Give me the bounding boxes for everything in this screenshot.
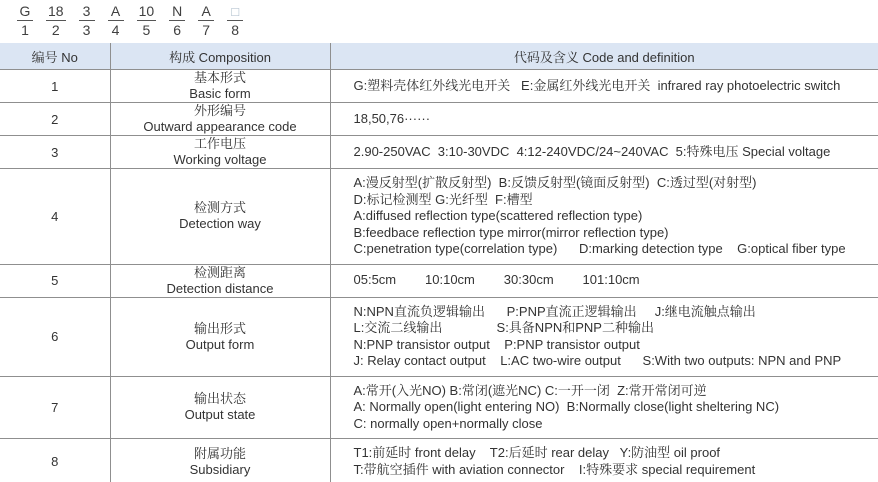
definition-line: C:penetration type(correlation type) D:marking detection type G:optical fiber type <box>353 241 846 256</box>
model-code-position: 8 <box>231 22 240 38</box>
definition-line: 2.90-250VAC 3:10-30VDC 4:12-240VDC/24~240VAC 5:特殊电压 Special voltage <box>353 143 831 159</box>
table-header-row <box>0 43 878 70</box>
composition-cn: 基本形式 <box>193 70 246 85</box>
definition-line: 05:5cm 10:10cm 30:30cm 101:10cm <box>353 272 640 288</box>
row-number: 1 <box>0 70 110 103</box>
model-code-char: 10 <box>138 3 155 19</box>
definition-line: G:塑料壳体红外线光电开关 E:金属红外线光电开关 infrared ray photoelectric switch <box>353 77 841 93</box>
table-row <box>0 439 878 482</box>
model-code-segment <box>198 4 214 38</box>
table-row <box>0 169 878 265</box>
composition-cell <box>110 439 330 482</box>
composition-en: Detection way <box>179 216 261 232</box>
composition-en: Working voltage <box>173 152 267 167</box>
table-row <box>0 103 878 136</box>
definition-line: A:漫反射型(扩散反射型) B:反馈反射型(镜面反射型) C:透过型(对射型) <box>353 175 757 190</box>
definition-cell <box>330 70 878 103</box>
composition-cn: 外形编号 <box>193 103 246 118</box>
composition-cell <box>110 169 330 265</box>
model-code-position: 6 <box>173 22 182 38</box>
model-code-char: 18 <box>48 3 64 19</box>
composition-cell <box>110 103 330 136</box>
composition-en: Outward appearance code <box>143 119 297 134</box>
row-number: 7 <box>0 376 110 439</box>
definition-line: D:标记检测型 G:光纤型 F:槽型 <box>353 191 533 207</box>
model-code-segment <box>169 4 185 38</box>
table-row <box>0 297 878 376</box>
composition-cn: 附属功能 <box>193 445 246 461</box>
definition-line: 18,50,76······ <box>353 110 431 126</box>
model-code-segment <box>108 4 124 38</box>
definition-line: N:PNP transistor output P:PNP transistor output <box>353 336 640 352</box>
code-definition-table <box>0 43 878 482</box>
model-code-char: G <box>17 4 33 21</box>
row-number: 4 <box>0 169 110 265</box>
definition-line: B:feedbace reflection type mirror(mirror reflection type) <box>353 224 669 240</box>
model-code-position: 4 <box>111 22 120 38</box>
composition-cn: 输出状态 <box>193 391 246 407</box>
definition-cell <box>330 103 878 136</box>
composition-en: Subsidiary <box>189 461 251 477</box>
composition-cell <box>110 70 330 103</box>
definition-line: T1:前延时 front delay T2:后延时 rear delay Y:防油型 oil proof <box>353 445 721 460</box>
definition-cell <box>330 376 878 439</box>
definition-line: T:带航空插件 with aviation connector I:特殊要求 special requirement <box>353 461 756 477</box>
model-code <box>0 0 878 43</box>
definition-line: C: normally open+normally close <box>353 415 543 431</box>
definition-line: N:NPN直流负逻辑输出 P:PNP直流正逻辑输出 J:继电流触点输出 <box>353 303 756 319</box>
composition-cell <box>110 264 330 297</box>
col-header-composition: 构成 Composition <box>110 43 330 70</box>
composition-en: Basic form <box>189 86 251 101</box>
model-code-placeholder-square: □ <box>227 4 243 21</box>
definition-cell <box>330 136 878 169</box>
row-number: 6 <box>0 297 110 376</box>
row-number: 2 <box>0 103 110 136</box>
model-code-char: 3 <box>79 4 95 21</box>
model-code-char: N <box>169 4 185 21</box>
composition-en: Output form <box>185 336 255 352</box>
table-row <box>0 136 878 169</box>
model-code-segment <box>79 4 95 38</box>
model-code-position: 7 <box>202 22 211 38</box>
row-number: 5 <box>0 264 110 297</box>
model-code-segment <box>46 4 66 38</box>
composition-cn: 检测方式 <box>193 200 246 216</box>
model-code-segment <box>17 4 33 38</box>
model-code-segment <box>137 4 157 38</box>
row-number: 3 <box>0 136 110 169</box>
model-code-char: A <box>108 4 124 21</box>
table-row <box>0 70 878 103</box>
composition-cell <box>110 136 330 169</box>
table-row <box>0 376 878 439</box>
definition-line: A: Normally open(light entering NO) B:Normally close(light sheltering NC) <box>353 399 780 414</box>
definition-cell <box>330 264 878 297</box>
definition-line: A:diffused reflection type(scattered reflection type) <box>353 208 643 223</box>
composition-cn: 工作电压 <box>193 136 246 151</box>
definition-cell <box>330 169 878 265</box>
definition-line: J: Relay contact output L:AC two-wire output S:With two outputs: NPN and PNP <box>353 353 842 368</box>
definition-cell <box>330 297 878 376</box>
composition-cn: 检测距离 <box>193 264 246 280</box>
definition-cell <box>330 439 878 482</box>
col-header-definition: 代码及含义 Code and definition <box>330 43 878 70</box>
composition-cn: 输出形式 <box>193 320 246 336</box>
model-code-segment <box>227 4 243 38</box>
model-code-position: 1 <box>21 22 29 38</box>
definition-line: L:交流二线输出 S:具备NPN和PNP二种输出 <box>353 320 654 335</box>
model-code-position: 3 <box>82 22 91 38</box>
composition-en: Output state <box>184 407 256 423</box>
table-row <box>0 264 878 297</box>
composition-cell <box>110 297 330 376</box>
model-code-position: 2 <box>51 22 60 38</box>
composition-cell <box>110 376 330 439</box>
model-code-position: 5 <box>142 22 151 38</box>
col-header-no: 编号 No <box>0 43 110 70</box>
row-number: 8 <box>0 439 110 482</box>
composition-en: Detection distance <box>166 280 274 296</box>
definition-line: A:常开(入光NO) B:常闭(遮光NC) C:一开一闭 Z:常开常闭可逆 <box>353 382 707 398</box>
model-code-char: A <box>198 4 214 21</box>
